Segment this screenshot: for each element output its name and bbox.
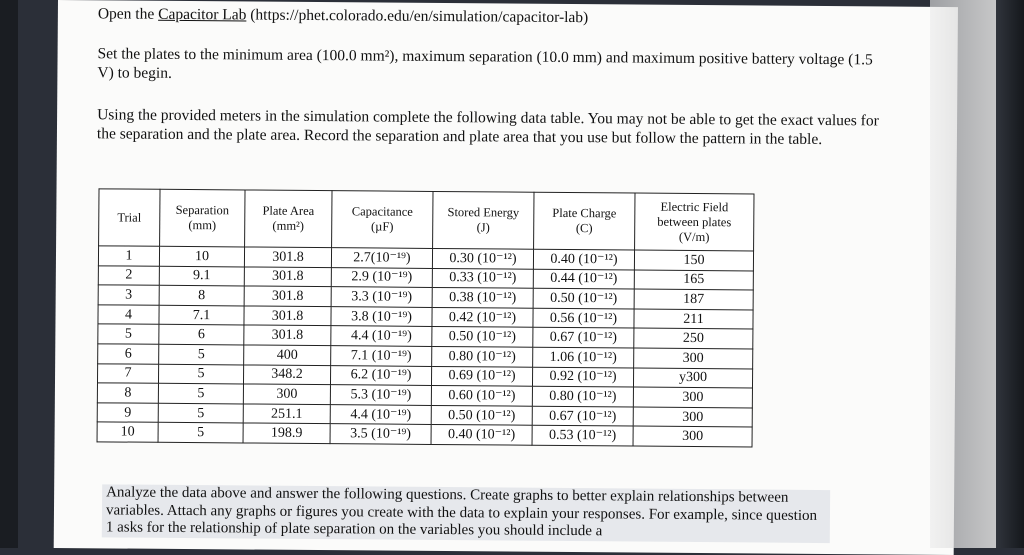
cell-plate-area: 300 <box>243 384 330 404</box>
cell-separation: 8 <box>159 285 244 305</box>
cell-plate-charge: 0.53 (10⁻¹²) <box>532 426 633 446</box>
cell-trial: 5 <box>98 324 159 344</box>
cell-electric-field: 165 <box>634 270 753 291</box>
header-plate-area: Plate Area (mm²) <box>245 190 332 248</box>
cell-plate-area: 301.8 <box>244 267 331 287</box>
cell-trial: 8 <box>97 383 158 403</box>
cell-stored-energy: 0.69 (10⁻¹²) <box>431 366 532 386</box>
header-electric-field: Electric Field between plates (V/m) <box>635 193 754 251</box>
cell-trial: 3 <box>98 285 159 305</box>
cell-stored-energy: 0.30 (10⁻¹²) <box>432 248 533 268</box>
header-trial: Trial <box>99 189 160 246</box>
cell-plate-charge: 0.56 (10⁻¹²) <box>533 308 634 328</box>
cell-separation: 5 <box>158 383 243 403</box>
cell-trial: 1 <box>98 246 159 266</box>
cell-stored-energy: 0.50 (10⁻¹²) <box>431 405 532 425</box>
cell-plate-area: 301.8 <box>244 286 331 306</box>
cell-capacitance: 3.3 (10⁻¹⁹) <box>331 287 432 307</box>
data-table <box>97 188 755 447</box>
intro-prefix: Open the <box>97 5 159 23</box>
cell-stored-energy: 0.50 (10⁻¹²) <box>432 327 533 347</box>
cell-trial: 10 <box>97 422 158 442</box>
cell-separation: 5 <box>158 423 243 443</box>
cell-trial: 7 <box>97 363 158 383</box>
cell-trial: 4 <box>98 305 159 325</box>
cell-capacitance: 2.7(10⁻¹⁹) <box>331 248 432 268</box>
cell-trial: 9 <box>97 403 158 423</box>
cell-plate-charge: 1.06 (10⁻¹²) <box>533 347 634 367</box>
table-row <box>97 422 752 447</box>
screen-bezel-right <box>996 0 1024 548</box>
cell-capacitance: 7.1 (10⁻¹⁹) <box>331 346 432 366</box>
intro-url: (https://phet.colorado.edu/en/simulation/capacitor-lab) <box>246 6 589 27</box>
table-header-row <box>99 189 754 251</box>
instructions-paragraph-2: Using the provided meters in the simulation complete the following data table. You may not be able to get the exact values for the separation and the plate area. Record the separation and plate area that you use but follow the pattern in the table. <box>96 106 879 148</box>
header-stored-energy: Stored Energy (J) <box>433 191 534 249</box>
page-shadow-right <box>930 0 1000 548</box>
cell-stored-energy: 0.60 (10⁻¹²) <box>431 386 532 406</box>
cell-capacitance: 3.8 (10⁻¹⁹) <box>331 306 432 326</box>
cell-plate-charge: 0.40 (10⁻¹²) <box>533 249 634 269</box>
cell-stored-energy: 0.38 (10⁻¹²) <box>432 288 533 308</box>
cell-electric-field: 250 <box>634 328 753 349</box>
cell-plate-charge: 0.92 (10⁻¹²) <box>532 367 633 387</box>
cell-capacitance: 2.9 (10⁻¹⁹) <box>331 267 432 287</box>
document-page <box>54 0 958 555</box>
cell-capacitance: 6.2 (10⁻¹⁹) <box>330 365 431 385</box>
cell-electric-field: 150 <box>634 250 753 271</box>
cell-plate-area: 348.2 <box>243 365 330 385</box>
cell-electric-field: 211 <box>634 309 753 330</box>
cell-separation: 5 <box>159 344 244 364</box>
capacitor-lab-link[interactable]: Capacitor Lab <box>158 5 247 24</box>
cell-plate-area: 301.8 <box>244 306 331 326</box>
cell-trial: 2 <box>98 265 159 285</box>
cell-capacitance: 3.5 (10⁻¹⁹) <box>330 424 431 444</box>
header-plate-charge: Plate Charge (C) <box>534 192 635 250</box>
cell-plate-charge: 0.44 (10⁻¹²) <box>533 269 634 289</box>
cell-trial: 6 <box>98 344 159 364</box>
cell-electric-field: 300 <box>634 348 753 369</box>
cell-separation: 5 <box>158 364 243 384</box>
cell-stored-energy: 0.42 (10⁻¹²) <box>432 307 533 327</box>
cell-electric-field: y300 <box>633 368 752 389</box>
table-body <box>97 246 754 447</box>
cell-separation: 9.1 <box>159 266 244 286</box>
cell-plate-area: 301.8 <box>244 325 331 345</box>
cell-plate-area: 198.9 <box>243 423 330 443</box>
instructions-paragraph-1: Set the plates to the minimum area (100.0 mm²), maximum separation (10.0 mm) and maximum positive battery voltage (1.5 V) to begin. <box>97 45 873 82</box>
cell-plate-area: 400 <box>244 345 331 365</box>
cell-stored-energy: 0.80 (10⁻¹²) <box>432 346 533 366</box>
analyze-paragraph: Analyze the data above and answer the following questions. Create graphs to better explain relationships between variables. Attach any graphs or figures you create with the data to explain your responses. For example, since question 1 asks for the relationship of plate separation on the variables you should include a <box>102 484 830 542</box>
cell-electric-field: 187 <box>634 289 753 310</box>
cell-capacitance: 5.3 (10⁻¹⁹) <box>330 385 431 405</box>
cell-plate-charge: 0.67 (10⁻¹²) <box>532 406 633 426</box>
cell-stored-energy: 0.33 (10⁻¹²) <box>432 268 533 288</box>
header-separation: Separation (mm) <box>160 189 245 247</box>
cell-plate-area: 301.8 <box>244 247 331 267</box>
header-capacitance: Capacitance (µF) <box>332 191 433 249</box>
cell-stored-energy: 0.40 (10⁻¹²) <box>431 425 532 445</box>
cell-plate-charge: 0.67 (10⁻¹²) <box>533 328 634 348</box>
cell-separation: 10 <box>159 246 244 266</box>
intro-line <box>98 4 898 29</box>
cell-separation: 5 <box>158 403 243 423</box>
cell-capacitance: 4.4 (10⁻¹⁹) <box>330 404 431 424</box>
cell-electric-field: 300 <box>633 426 752 447</box>
cell-plate-charge: 0.80 (10⁻¹²) <box>532 386 633 406</box>
cell-capacitance: 4.4 (10⁻¹⁹) <box>331 326 432 346</box>
cell-electric-field: 300 <box>633 407 752 428</box>
cell-separation: 6 <box>159 325 244 345</box>
screen-bezel-left <box>0 0 18 548</box>
cell-electric-field: 300 <box>633 387 752 408</box>
cell-plate-area: 251.1 <box>243 404 330 424</box>
cell-plate-charge: 0.50 (10⁻¹²) <box>533 288 634 308</box>
cell-separation: 7.1 <box>159 305 244 325</box>
